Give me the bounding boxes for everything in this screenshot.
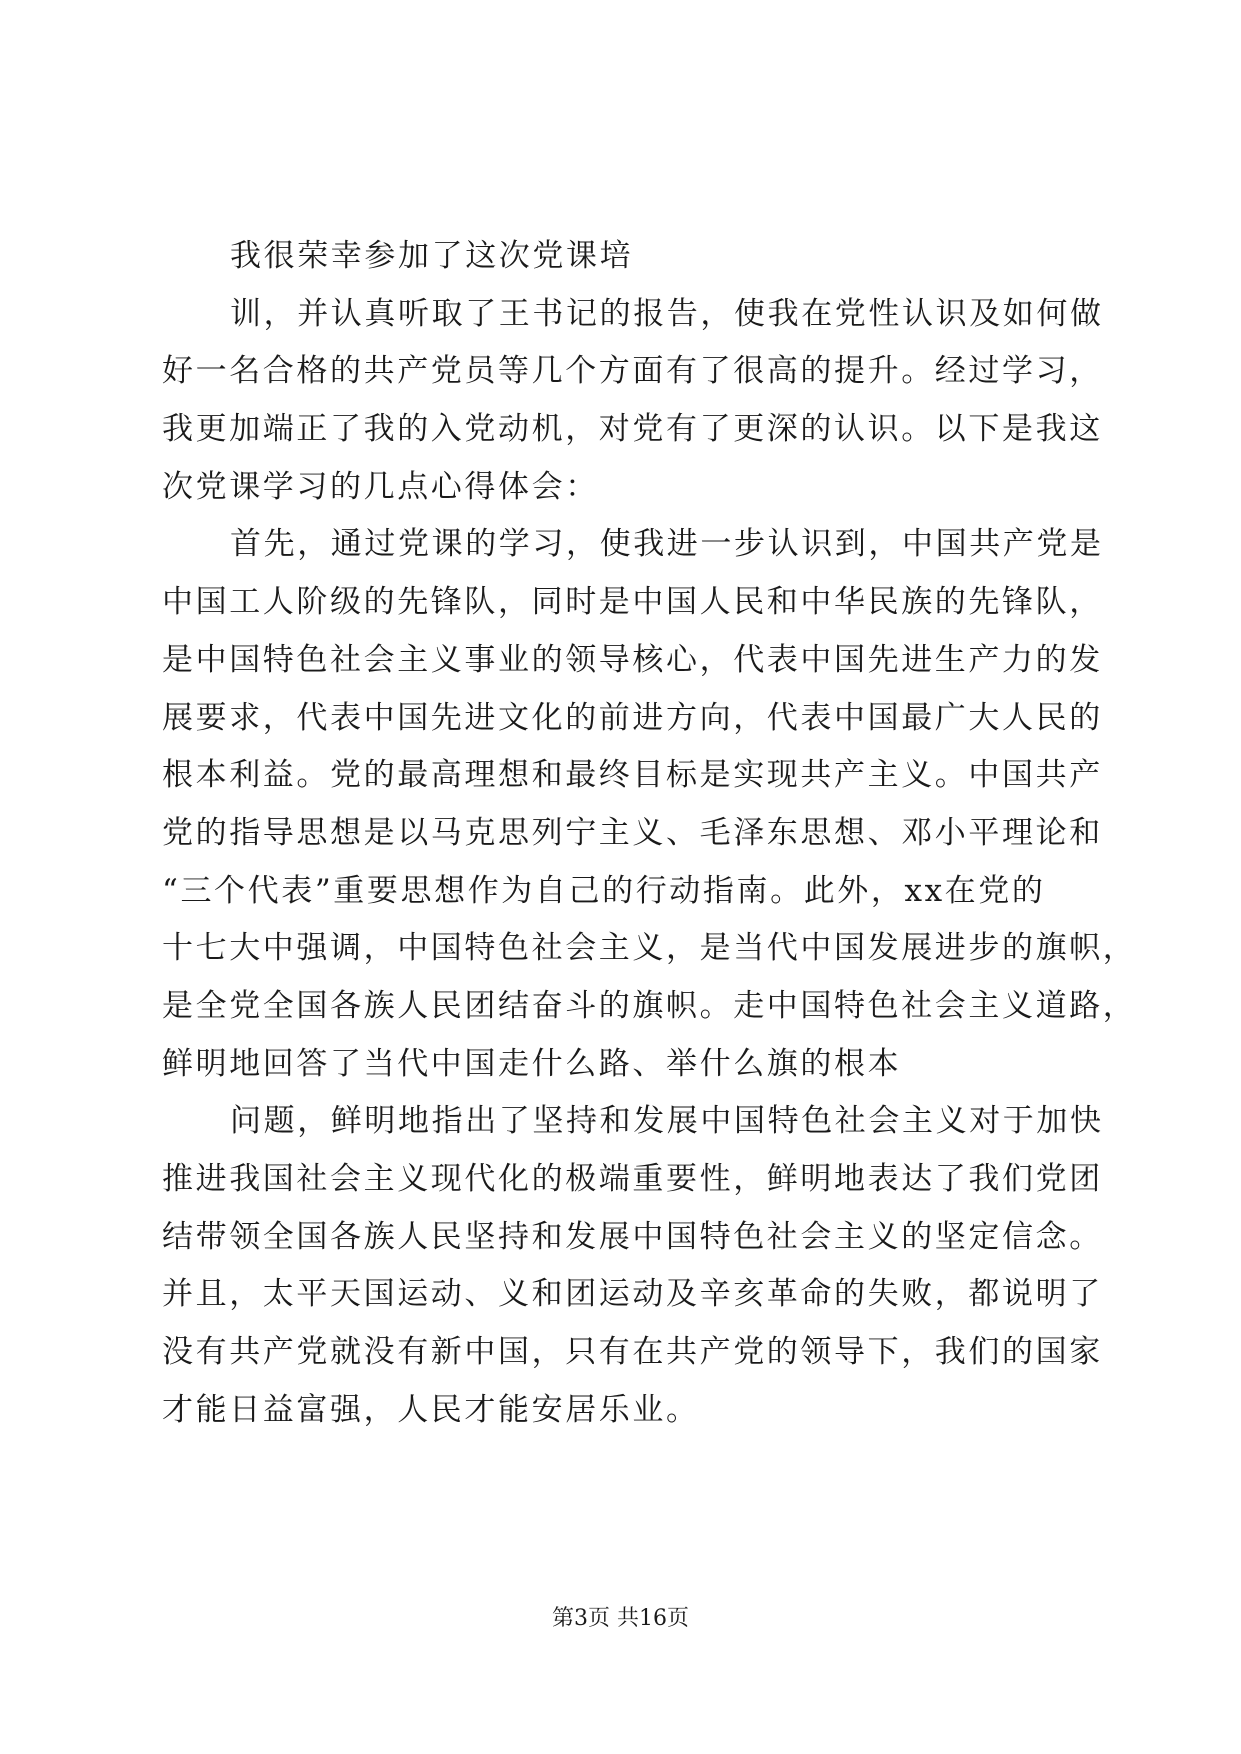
text-line: 问题，鲜明地指出了坚持和发展中国特色社会主义对于加快: [230, 1103, 1104, 1140]
text-line: 我很荣幸参加了这次党课培: [230, 238, 634, 274]
text-line: 党的指导思想是以马克思列宁主义、毛泽东思想、邓小平理论和: [162, 814, 1103, 851]
text-line: 结带领全国各族人民坚持和发展中国特色社会主义的坚定信念。: [162, 1218, 1103, 1255]
text-line: 展要求，代表中国先进文化的前进方向，代表中国最广大人民的: [162, 699, 1103, 736]
text-line: 好一名合格的共产党员等几个方面有了很高的提升。经过学习，: [162, 353, 1103, 390]
text-line: 鲜明地回答了当代中国走什么路、举什么旗的根本: [162, 1045, 902, 1082]
paragraph-1: [162, 228, 1082, 286]
text-line: 推进我国社会主义现代化的极端重要性，鲜明地表达了我们党团: [162, 1161, 1103, 1197]
text-line: 训，并认真听取了王书记的报告，使我在党性认识及如何做: [230, 295, 1104, 332]
paragraph-3: [162, 516, 1137, 1093]
text-line: 十七大中强调，中国特色社会主义，是当代中国发展进步的旗帜，: [162, 930, 1137, 967]
text-line: 才能日益富强，人民才能安居乐业。: [162, 1391, 700, 1428]
text-line: 根本利益。党的最高理想和最终目标是实现共产主义。中国共产: [162, 757, 1103, 794]
text-line: 首先，通过党课的学习，使我进一步认识到，中国共产党是: [230, 526, 1104, 563]
paragraph-4: [162, 1093, 1104, 1439]
text-line: 我更加端正了我的入党动机，对党有了更深的认识。以下是我这: [162, 411, 1103, 448]
text-line: 并且，太平天国运动、义和团运动及辛亥革命的失败，都说明了: [162, 1276, 1103, 1313]
text-line: 没有共产党就没有新中国，只有在共产党的领导下，我们的国家: [162, 1334, 1103, 1371]
document-body: [162, 228, 1137, 1439]
paragraph-2: [162, 286, 1104, 517]
text-line: 是全党全国各族人民团结奋斗的旗帜。走中国特色社会主义道路，: [162, 987, 1137, 1024]
text-line: “三个代表”重要思想作为自己的行动指南。此外，xx在党的: [162, 872, 1046, 909]
page-number-footer: 第3页 共16页: [552, 1606, 689, 1631]
text-line: 次党课学习的几点心得体会：: [162, 468, 599, 505]
text-line: 是中国特色社会主义事业的领导核心，代表中国先进生产力的发: [162, 641, 1103, 678]
text-line: 中国工人阶级的先锋队，同时是中国人民和中华民族的先锋队，: [162, 584, 1103, 621]
